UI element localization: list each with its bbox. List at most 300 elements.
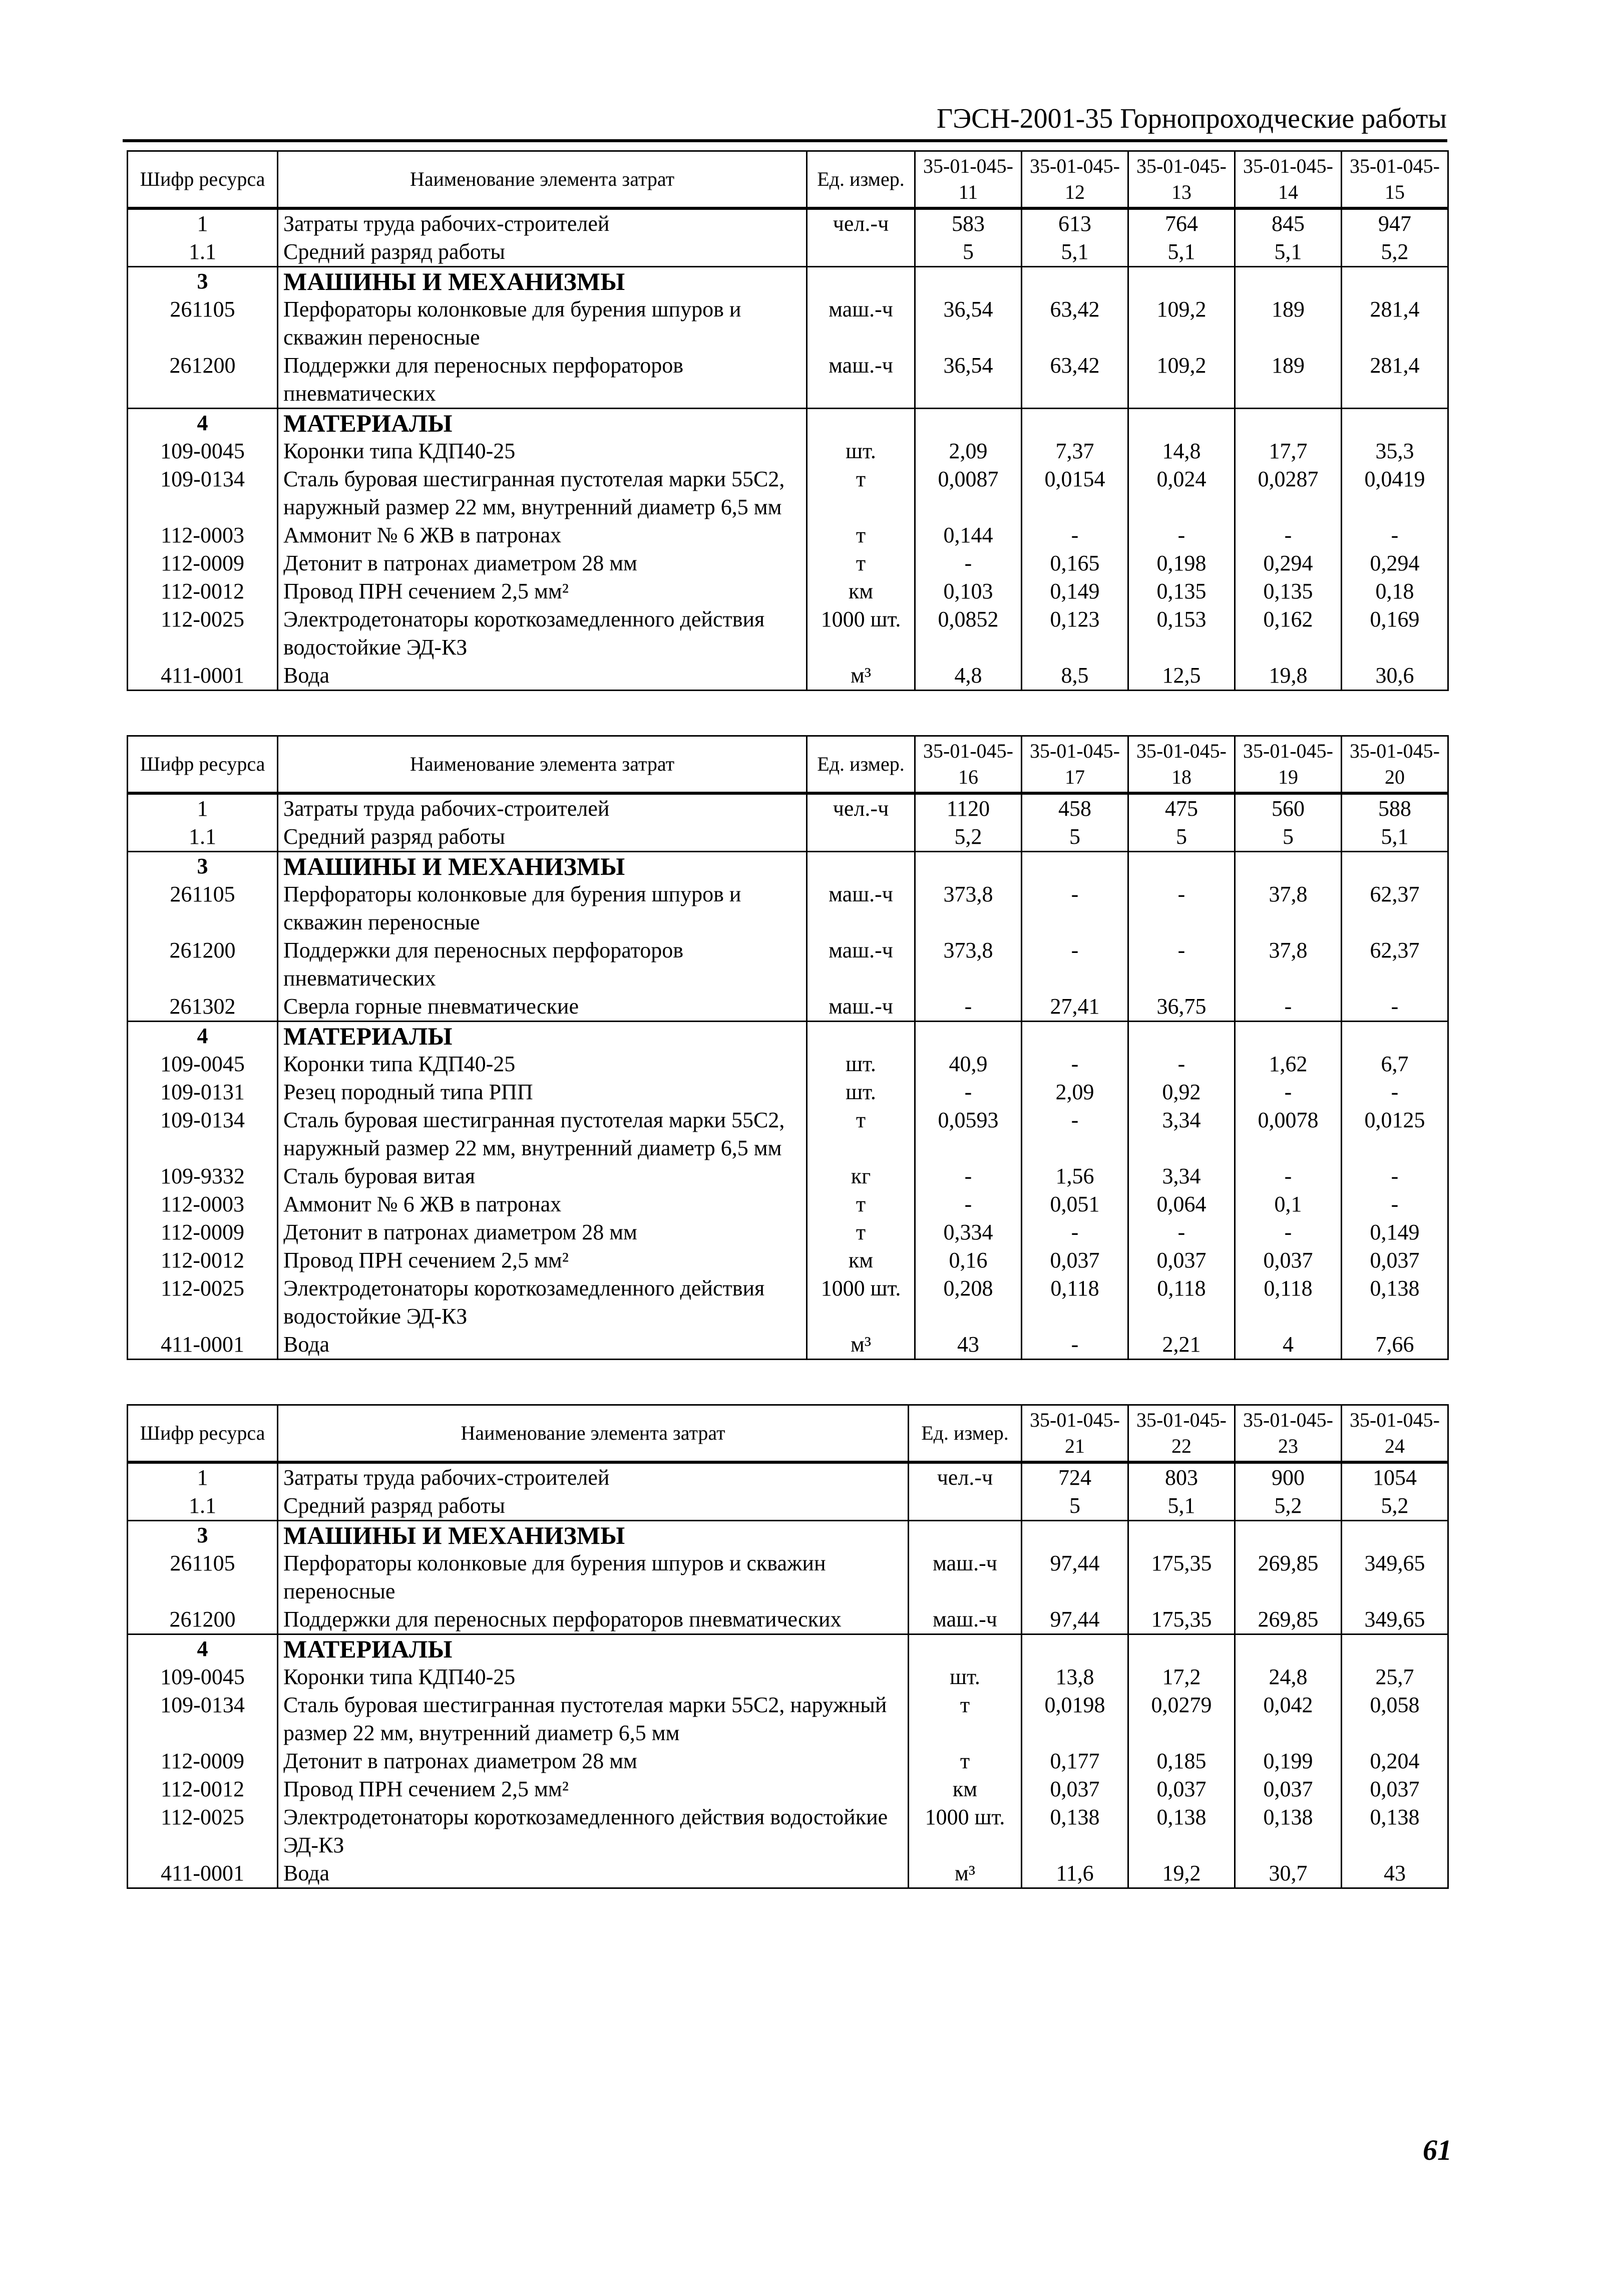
table-row [128, 1605, 1448, 1634]
resource-code: 261302 [128, 993, 278, 1022]
cost-element-name: Средний разряд работы [278, 1492, 909, 1521]
resource-code: 261200 [128, 352, 278, 409]
cost-value: - [1022, 1106, 1128, 1162]
table-row [128, 1190, 1448, 1218]
cost-element-name: Детонит в патронах диаметром 28 мм [278, 1747, 909, 1775]
cost-value: 0,0419 [1342, 465, 1448, 521]
cost-element-name: Коронки типа КДП40-25 [278, 437, 807, 465]
unit-of-measure [807, 238, 915, 267]
table-header-row [128, 736, 1448, 794]
header-resource-code: Шифр ресурса [128, 736, 278, 794]
cost-value: 62,37 [1342, 936, 1448, 993]
cost-value: 3,34 [1128, 1106, 1235, 1162]
cost-value: 5,2 [915, 823, 1022, 852]
cost-value: 0,0087 [915, 465, 1022, 521]
cost-value: - [1235, 1162, 1342, 1190]
resource-code: 112-0003 [128, 521, 278, 549]
cost-element-name: Поддержки для переносных перфораторов пневматических [278, 1605, 909, 1634]
cost-value: 0,149 [1022, 577, 1128, 605]
header-norm-code: 35-01-045-19 [1235, 736, 1342, 794]
cost-value: 5,1 [1342, 823, 1448, 852]
cost-element-name: Вода [278, 1331, 807, 1360]
unit-of-measure: 1000 шт. [807, 605, 915, 662]
unit-of-measure: маш.-ч [807, 352, 915, 409]
cost-value: 0,042 [1235, 1691, 1342, 1747]
cost-element-name: Сталь буровая витая [278, 1162, 807, 1190]
cost-value: 0,16 [915, 1246, 1022, 1274]
unit-of-measure: шт. [807, 437, 915, 465]
cost-value: 97,44 [1022, 1549, 1128, 1605]
unit-of-measure: маш.-ч [807, 295, 915, 352]
resource-code: 1 [128, 1462, 278, 1492]
cost-value: - [1128, 1218, 1235, 1246]
cost-value: 30,7 [1235, 1859, 1342, 1888]
cost-value: 900 [1235, 1462, 1342, 1492]
cost-value: 0,144 [915, 521, 1022, 549]
cost-value: 0,0078 [1235, 1106, 1342, 1162]
cost-element-name: Перфораторы колонковые для бурения шпуров и скважин переносные [278, 880, 807, 936]
table-row [128, 880, 1448, 936]
cost-value: - [1342, 1190, 1448, 1218]
cost-element-name: Электродетонаторы короткозамедленного действия водостойкие ЭД-КЗ [278, 1274, 807, 1331]
unit-of-measure: чел.-ч [909, 1462, 1022, 1492]
cost-value: - [915, 549, 1022, 577]
cost-value: 0,058 [1342, 1691, 1448, 1747]
cost-value [1128, 409, 1235, 438]
resource-code: 261105 [128, 1549, 278, 1605]
table-row [128, 521, 1448, 549]
table-row [128, 993, 1448, 1022]
cost-value: 0,118 [1235, 1274, 1342, 1331]
cost-value: 30,6 [1342, 662, 1448, 691]
resource-code: 109-0134 [128, 1691, 278, 1747]
resource-code: 1 [128, 208, 278, 238]
header-norm-code: 35-01-045-21 [1022, 1405, 1128, 1463]
cost-value [915, 852, 1022, 881]
header-unit: Ед. измер. [909, 1405, 1022, 1463]
resource-code: 112-0009 [128, 549, 278, 577]
cost-value: 5 [1022, 1492, 1128, 1521]
table-row [128, 1803, 1448, 1859]
cost-value: 14,8 [1128, 437, 1235, 465]
resource-code: 4 [128, 1022, 278, 1051]
cost-value: 560 [1235, 793, 1342, 823]
resource-code: 261105 [128, 880, 278, 936]
cost-element-name: Детонит в патронах диаметром 28 мм [278, 1218, 807, 1246]
table-row [128, 1050, 1448, 1078]
cost-value: 189 [1235, 352, 1342, 409]
cost-value: 5 [1235, 823, 1342, 852]
cost-value: 0,1 [1235, 1190, 1342, 1218]
cost-value [1128, 1521, 1235, 1550]
cost-element-name: Затраты труда рабочих-строителей [278, 208, 807, 238]
table-row [128, 1162, 1448, 1190]
cost-value: 6,7 [1342, 1050, 1448, 1078]
header-norm-code: 35-01-045-12 [1022, 151, 1128, 209]
cost-value: 0,037 [1022, 1246, 1128, 1274]
header-cost-element-name: Наименование элемента затрат [278, 1405, 909, 1463]
cost-value: 7,66 [1342, 1331, 1448, 1360]
table-row [128, 1274, 1448, 1331]
table-row [128, 1521, 1448, 1550]
resource-code: 3 [128, 852, 278, 881]
cost-value: 0,118 [1128, 1274, 1235, 1331]
unit-of-measure [807, 409, 915, 438]
resource-code: 112-0025 [128, 1803, 278, 1859]
resource-code: 109-9332 [128, 1162, 278, 1190]
cost-value [915, 1022, 1022, 1051]
cost-value: 5,1 [1128, 238, 1235, 267]
cost-value: 36,54 [915, 352, 1022, 409]
table-row [128, 1462, 1448, 1492]
table-row [128, 549, 1448, 577]
resource-code: 1.1 [128, 823, 278, 852]
cost-value: - [1342, 1162, 1448, 1190]
resource-code: 109-0131 [128, 1078, 278, 1106]
cost-value [1022, 1634, 1128, 1664]
cost-value: 0,208 [915, 1274, 1022, 1331]
resource-table-1 [127, 150, 1449, 691]
cost-value: 40,9 [915, 1050, 1022, 1078]
cost-value: 0,051 [1022, 1190, 1128, 1218]
unit-of-measure: т [909, 1747, 1022, 1775]
resource-code: 4 [128, 409, 278, 438]
cost-value: 349,65 [1342, 1549, 1448, 1605]
cost-value: 8,5 [1022, 662, 1128, 691]
cost-value: - [915, 1162, 1022, 1190]
resource-code: 112-0009 [128, 1747, 278, 1775]
cost-value: 0,0279 [1128, 1691, 1235, 1747]
cost-value: 0,135 [1128, 577, 1235, 605]
cost-value: - [1235, 993, 1342, 1022]
table-row [128, 823, 1448, 852]
unit-of-measure: т [909, 1691, 1022, 1747]
table-row [128, 852, 1448, 881]
table-row [128, 437, 1448, 465]
cost-value: - [1235, 1078, 1342, 1106]
resource-code: 1 [128, 793, 278, 823]
resource-code: 109-0134 [128, 465, 278, 521]
cost-value: 2,21 [1128, 1331, 1235, 1360]
cost-value: 1054 [1342, 1462, 1448, 1492]
table-row [128, 1549, 1448, 1605]
cost-value: 1,56 [1022, 1162, 1128, 1190]
cost-value: 349,65 [1342, 1605, 1448, 1634]
cost-value [1022, 409, 1128, 438]
cost-value: 588 [1342, 793, 1448, 823]
table-row [128, 409, 1448, 438]
cost-value: 0,037 [1342, 1775, 1448, 1803]
cost-value [915, 267, 1022, 296]
cost-value: - [1022, 521, 1128, 549]
cost-value: - [915, 993, 1022, 1022]
table-row [128, 1859, 1448, 1888]
resource-code: 112-0003 [128, 1190, 278, 1218]
resource-code: 112-0012 [128, 1775, 278, 1803]
cost-value: - [915, 1190, 1022, 1218]
cost-value [1235, 852, 1342, 881]
cost-value: 5,2 [1235, 1492, 1342, 1521]
cost-element-name: Затраты труда рабочих-строителей [278, 1462, 909, 1492]
cost-value [1235, 409, 1342, 438]
resource-code: 411-0001 [128, 1859, 278, 1888]
cost-element-name: Сталь буровая шестигранная пустотелая марки 55С2, наружный размер 22 мм, внутренний диаметр 6,5 мм [278, 1691, 909, 1747]
cost-element-name: МАТЕРИАЛЫ [278, 1634, 909, 1664]
cost-value: 36,54 [915, 295, 1022, 352]
unit-of-measure: маш.-ч [807, 880, 915, 936]
unit-of-measure: шт. [909, 1663, 1022, 1691]
cost-value: 0,024 [1128, 465, 1235, 521]
header-resource-code: Шифр ресурса [128, 1405, 278, 1463]
resource-code: 112-0025 [128, 1274, 278, 1331]
resource-code: 112-0009 [128, 1218, 278, 1246]
table-row [128, 1775, 1448, 1803]
table-row [128, 577, 1448, 605]
unit-of-measure: м³ [807, 662, 915, 691]
resource-code: 261200 [128, 936, 278, 993]
cost-element-name: Затраты труда рабочих-строителей [278, 793, 807, 823]
cost-value [1022, 1022, 1128, 1051]
cost-value: 0,169 [1342, 605, 1448, 662]
cost-element-name: МАШИНЫ И МЕХАНИЗМЫ [278, 267, 807, 296]
cost-value: 0,294 [1235, 549, 1342, 577]
cost-value: 0,138 [1342, 1274, 1448, 1331]
table-row [128, 1747, 1448, 1775]
unit-of-measure [909, 1634, 1022, 1664]
resource-code: 112-0012 [128, 1246, 278, 1274]
cost-value: - [1235, 521, 1342, 549]
cost-value: 5 [1022, 823, 1128, 852]
table-row [128, 936, 1448, 993]
cost-value: 0,138 [1235, 1803, 1342, 1859]
cost-value: 0,037 [1235, 1775, 1342, 1803]
unit-of-measure: шт. [807, 1078, 915, 1106]
cost-element-name: Детонит в патронах диаметром 28 мм [278, 549, 807, 577]
table-row [128, 1492, 1448, 1521]
header-norm-code: 35-01-045-24 [1342, 1405, 1448, 1463]
unit-of-measure [807, 852, 915, 881]
cost-value: 0,0198 [1022, 1691, 1128, 1747]
page-number: 61 [1423, 2134, 1452, 2166]
unit-of-measure: маш.-ч [807, 936, 915, 993]
cost-value: 845 [1235, 208, 1342, 238]
cost-value: 281,4 [1342, 295, 1448, 352]
cost-value: 0,0287 [1235, 465, 1342, 521]
cost-value: 12,5 [1128, 662, 1235, 691]
cost-value: 0,037 [1128, 1775, 1235, 1803]
cost-value: 13,8 [1022, 1663, 1128, 1691]
cost-value: - [1022, 1218, 1128, 1246]
resource-code: 112-0012 [128, 577, 278, 605]
cost-value [1235, 267, 1342, 296]
resource-code: 112-0025 [128, 605, 278, 662]
unit-of-measure: т [807, 1106, 915, 1162]
cost-value [1022, 267, 1128, 296]
cost-value: 0,138 [1128, 1803, 1235, 1859]
cost-value: 0,037 [1235, 1246, 1342, 1274]
cost-value: 109,2 [1128, 295, 1235, 352]
header-norm-code: 35-01-045-17 [1022, 736, 1128, 794]
cost-value: 373,8 [915, 880, 1022, 936]
cost-value: - [1128, 1050, 1235, 1078]
cost-value: 724 [1022, 1462, 1128, 1492]
cost-value: 4,8 [915, 662, 1022, 691]
cost-value [1235, 1022, 1342, 1051]
table-row [128, 465, 1448, 521]
cost-value: 17,7 [1235, 437, 1342, 465]
cost-value: 37,8 [1235, 936, 1342, 993]
resource-table-2 [127, 735, 1449, 1360]
cost-value: 0,118 [1022, 1274, 1128, 1331]
header-norm-code: 35-01-045-15 [1342, 151, 1448, 209]
table-row [128, 1078, 1448, 1106]
cost-value: - [1128, 880, 1235, 936]
resource-code: 3 [128, 1521, 278, 1550]
cost-element-name: Сталь буровая шестигранная пустотелая марки 55С2, наружный размер 22 мм, внутренний диаметр 6,5 мм [278, 465, 807, 521]
table-row [128, 1106, 1448, 1162]
cost-value: 35,3 [1342, 437, 1448, 465]
table-row [128, 1634, 1448, 1664]
cost-value: - [1022, 1050, 1128, 1078]
table-row [128, 352, 1448, 409]
cost-value [1342, 852, 1448, 881]
unit-of-measure: т [807, 465, 915, 521]
unit-of-measure: маш.-ч [909, 1605, 1022, 1634]
cost-value: 17,2 [1128, 1663, 1235, 1691]
cost-value: 0,037 [1342, 1246, 1448, 1274]
unit-of-measure [909, 1492, 1022, 1521]
header-norm-code: 35-01-045-13 [1128, 151, 1235, 209]
table-row [128, 208, 1448, 238]
cost-value: 0,037 [1022, 1775, 1128, 1803]
resource-code: 411-0001 [128, 1331, 278, 1360]
cost-value: 36,75 [1128, 993, 1235, 1022]
cost-value [1022, 852, 1128, 881]
cost-value: 37,8 [1235, 880, 1342, 936]
cost-value: - [1128, 521, 1235, 549]
resource-code: 261200 [128, 1605, 278, 1634]
cost-value [1342, 409, 1448, 438]
resource-code: 411-0001 [128, 662, 278, 691]
cost-value [915, 409, 1022, 438]
resource-code: 109-0134 [128, 1106, 278, 1162]
header-norm-code: 35-01-045-20 [1342, 736, 1448, 794]
header-cost-element-name: Наименование элемента затрат [278, 736, 807, 794]
cost-value: 0,037 [1128, 1246, 1235, 1274]
cost-value: - [1128, 936, 1235, 993]
cost-element-name: Коронки типа КДП40-25 [278, 1050, 807, 1078]
cost-value: 373,8 [915, 936, 1022, 993]
cost-value [1342, 1634, 1448, 1664]
cost-value: 5,2 [1342, 238, 1448, 267]
resource-code: 1.1 [128, 1492, 278, 1521]
cost-value: 613 [1022, 208, 1128, 238]
cost-value: - [915, 1078, 1022, 1106]
table-row [128, 1246, 1448, 1274]
cost-element-name: Вода [278, 1859, 909, 1888]
cost-element-name: Поддержки для переносных перфораторов пневматических [278, 936, 807, 993]
unit-of-measure: шт. [807, 1050, 915, 1078]
cost-value [1235, 1634, 1342, 1664]
resource-code: 3 [128, 267, 278, 296]
unit-of-measure: км [909, 1775, 1022, 1803]
cost-value: 43 [1342, 1859, 1448, 1888]
cost-value: 0,165 [1022, 549, 1128, 577]
cost-value: - [1022, 1331, 1128, 1360]
cost-value: 5 [1128, 823, 1235, 852]
cost-value: 7,37 [1022, 437, 1128, 465]
cost-element-name: Средний разряд работы [278, 823, 807, 852]
cost-value: 5 [915, 238, 1022, 267]
table-row [128, 1022, 1448, 1051]
cost-value: 189 [1235, 295, 1342, 352]
cost-value: 5,1 [1022, 238, 1128, 267]
cost-value: 0,92 [1128, 1078, 1235, 1106]
header-cost-element-name: Наименование элемента затрат [278, 151, 807, 209]
cost-value [1128, 852, 1235, 881]
header-norm-code: 35-01-045-18 [1128, 736, 1235, 794]
cost-value: - [1235, 1218, 1342, 1246]
cost-value: 43 [915, 1331, 1022, 1360]
unit-of-measure: 1000 шт. [909, 1803, 1022, 1859]
cost-value [1128, 267, 1235, 296]
cost-value: 19,2 [1128, 1859, 1235, 1888]
cost-value [1235, 1521, 1342, 1550]
cost-value: 0,18 [1342, 577, 1448, 605]
cost-value: 269,85 [1235, 1549, 1342, 1605]
cost-element-name: Провод ПРН сечением 2,5 мм² [278, 1246, 807, 1274]
cost-value: - [1342, 1078, 1448, 1106]
cost-value [1342, 1022, 1448, 1051]
cost-value: 803 [1128, 1462, 1235, 1492]
cost-value: 0,149 [1342, 1218, 1448, 1246]
unit-of-measure: т [807, 1218, 915, 1246]
table-header-row [128, 1405, 1448, 1463]
cost-value: - [1342, 521, 1448, 549]
unit-of-measure: кг [807, 1162, 915, 1190]
cost-value: 2,09 [915, 437, 1022, 465]
header-norm-code: 35-01-045-14 [1235, 151, 1342, 209]
cost-value [1128, 1022, 1235, 1051]
cost-value: 0,0593 [915, 1106, 1022, 1162]
cost-value: 281,4 [1342, 352, 1448, 409]
unit-of-measure [807, 267, 915, 296]
unit-of-measure: маш.-ч [807, 993, 915, 1022]
table-row [128, 267, 1448, 296]
cost-value: 0,138 [1022, 1803, 1128, 1859]
cost-value: - [1022, 936, 1128, 993]
table-row [128, 1331, 1448, 1360]
cost-value: 0,199 [1235, 1747, 1342, 1775]
unit-of-measure: т [807, 1190, 915, 1218]
resource-code: 109-0045 [128, 1663, 278, 1691]
cost-element-name: Перфораторы колонковые для бурения шпуров и скважин переносные [278, 1549, 909, 1605]
cost-value: 24,8 [1235, 1663, 1342, 1691]
cost-value: 0,294 [1342, 549, 1448, 577]
table-row [128, 605, 1448, 662]
unit-of-measure: км [807, 1246, 915, 1274]
cost-value: 63,42 [1022, 352, 1128, 409]
cost-value: 1120 [915, 793, 1022, 823]
header-rule [123, 139, 1447, 142]
table-row [128, 238, 1448, 267]
table-header-row [128, 151, 1448, 209]
cost-element-name: Электродетонаторы короткозамедленного действия водостойкие ЭД-КЗ [278, 1803, 909, 1859]
resource-code: 109-0045 [128, 437, 278, 465]
cost-value: 764 [1128, 208, 1235, 238]
cost-value: 5,1 [1128, 1492, 1235, 1521]
cost-value: 19,8 [1235, 662, 1342, 691]
